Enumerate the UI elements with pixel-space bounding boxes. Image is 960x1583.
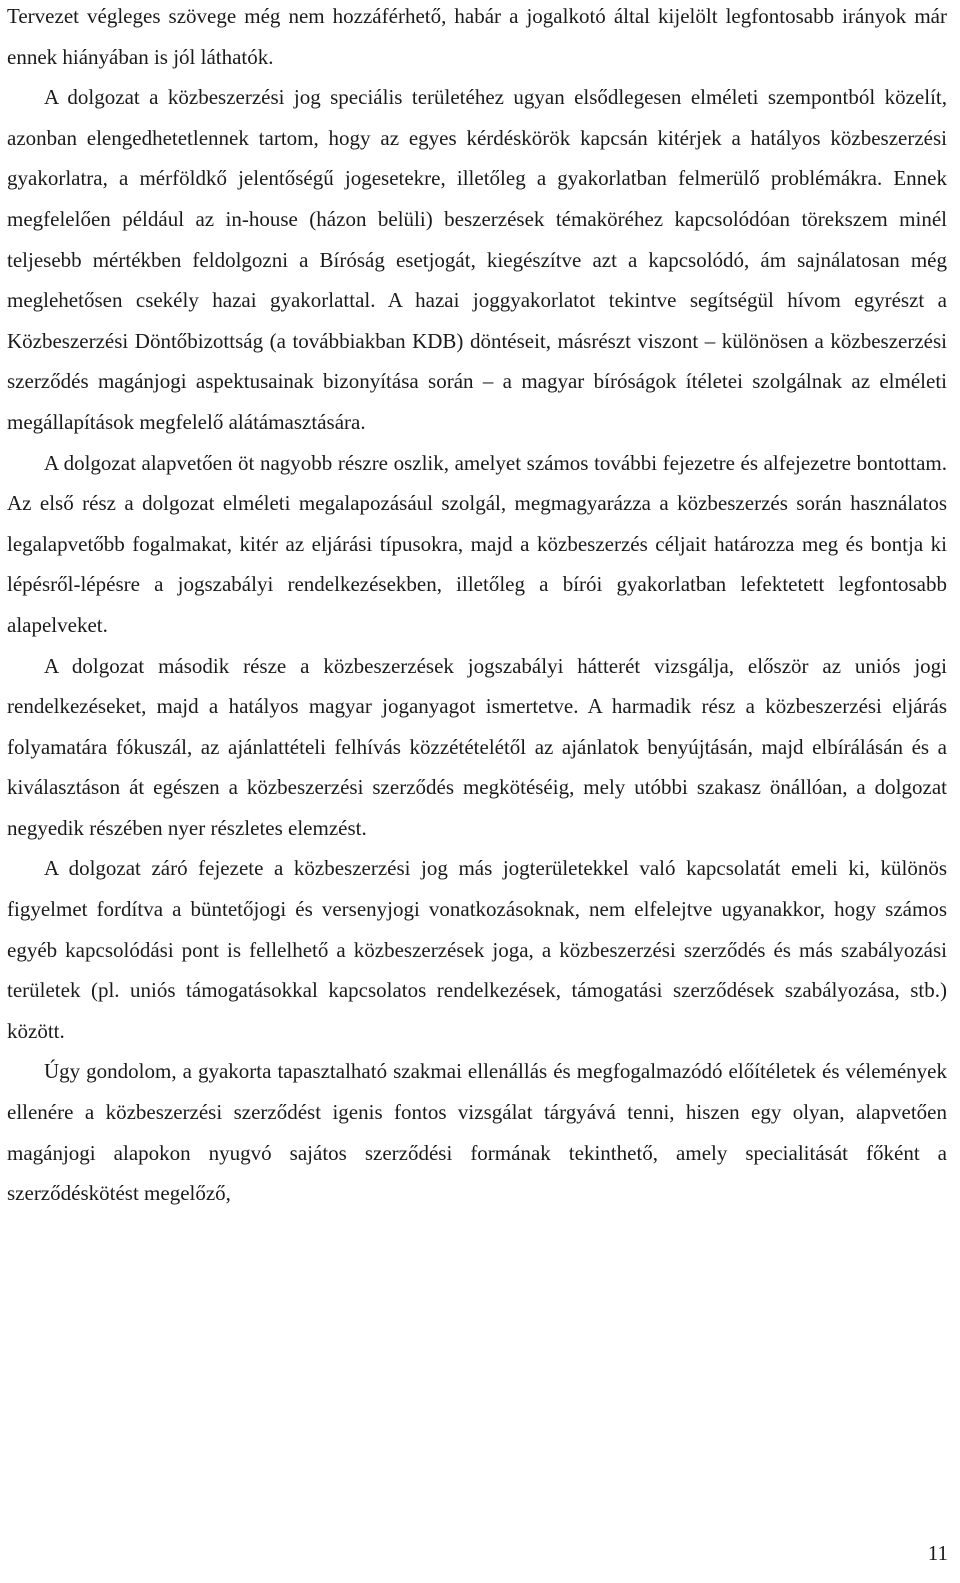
paragraph-method: A dolgozat a közbeszerzési jog speciális területéhez ugyan elsődlegesen elméleti szempontból közelít, azonban elengedhetetlennek tartom, hogy az egyes kérdéskörök kapcsán kitérjek a hatályos közbeszerzési gyakorlatra, a mérföldkő jelentőségű jogesetekre, illetőleg a gyakorlatban felmerülő problémákra. Ennek megfelelően például az in-house (házon belüli) beszerzések témaköréhez kapcsolódóan törekszem minél teljesebb mértékben feldolgozni a Bíróság esetjogát, kiegészítve azt a kapcsolódó, ám sajnálatosan még meglehetősen csekély hazai gyakorlattal. A hazai joggyakorlatot tekintve segítségül hívom egyrészt a Közbeszerzési Döntőbizottság (a továbbiakban KDB) döntéseit, másrészt viszont – különösen a közbeszerzési szerződés magánjogi aspektusainak bizonyítása során – a magyar bíróságok ítéletei szolgálnak az elméleti megállapítások megfelelő alátámasztására.	[7, 85, 947, 434]
body-text	[7, 0, 947, 1214]
paragraph-continuation: Tervezet végleges szövege még nem hozzáférhető, habár a jogalkotó által kijelölt legfontosabb irányok már ennek hiányában is jól láthatók.	[7, 4, 947, 69]
paragraph-closing-chapter: A dolgozat záró fejezete a közbeszerzési jog más jogterületekkel való kapcsolatát emeli ki, különös figyelmet fordítva a büntetőjogi és versenyjogi vonatkozásoknak, nem elfelejtve ugyanakkor, hogy számos egyéb kapcsolódási pont is fellelhető a közbeszerzések joga, a közbeszerzési szerződés és más szabályozási területek (pl. uniós támogatásokkal kapcsolatos rendelkezések, támogatási szerződések szabályozása, stb.) között.	[7, 856, 947, 1043]
page-number: 11	[927, 1541, 948, 1565]
paragraph-second-part: A dolgozat második része a közbeszerzések jogszabályi hátterét vizsgálja, először az uniós jogi rendelkezéseket, majd a hatályos magyar joganyagot ismertetve. A harmadik rész a közbeszerzési eljárás folyamatára fókuszál, az ajánlattételi felhívás közzétételétől az ajánlatok benyújtásán, majd elbírálásán és a kiválasztáson át egészen a közbeszerzési szerződés megkötéséig, mely utóbbi szakasz önállóan, a dolgozat negyedik részében nyer részletes elemzést.	[7, 653, 947, 840]
paragraph-structure: A dolgozat alapvetően öt nagyobb részre oszlik, amelyet számos további fejezetre és alfejezetre bontottam. Az első rész a dolgozat elméleti megalapozásául szolgál, megmagyarázza a közbeszerzés során használatos legalapvetőbb fogalmakat, kitér az eljárási típusokra, majd a közbeszerzés céljait határozza meg és bontja ki lépésről-lépésre a jogszabályi rendelkezésekben, illetőleg a bírói gyakorlatban lefektetett legfontosabb alapelveket.	[7, 450, 947, 637]
paragraph-opinion: Úgy gondolom, a gyakorta tapasztalható szakmai ellenállás és megfogalmazódó előítéletek és vélemények ellenére a közbeszerzési szerződést igenis fontos vizsgálat tárgyává tenni, hiszen egy olyan, alapvetően magánjogi alapokon nyugvó sajátos szerződési formának tekinthető, amely specialitását főként a szerződéskötést megelőző,	[7, 1059, 947, 1206]
